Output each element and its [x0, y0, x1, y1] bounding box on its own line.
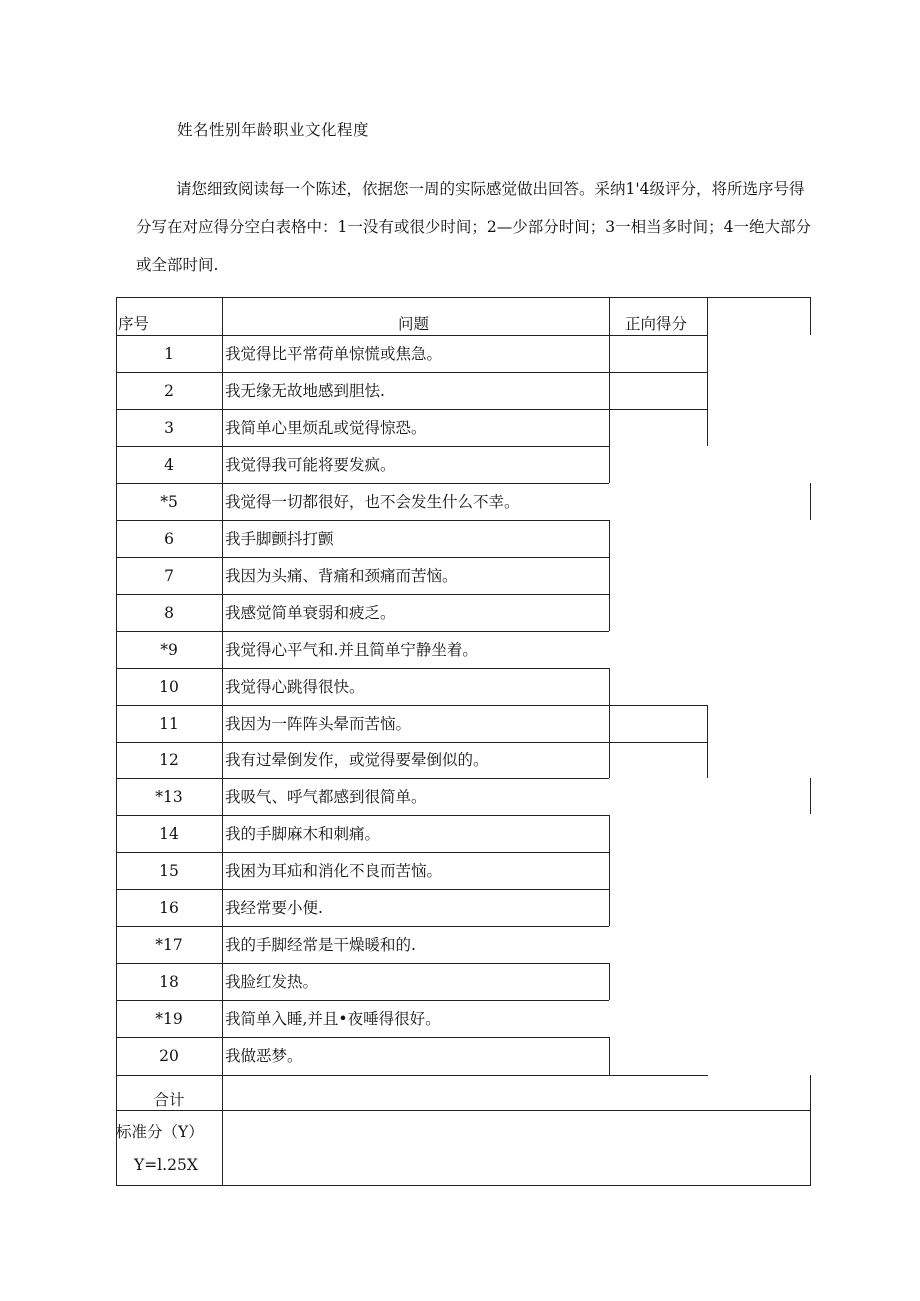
table-bottom-border — [116, 1185, 811, 1186]
row-number: 10 — [159, 678, 179, 696]
row-question: 我的手脚麻木和刺痛。 — [225, 825, 381, 843]
score-cell-right — [707, 372, 708, 409]
row-number: 18 — [159, 973, 179, 991]
question-cell-right — [609, 520, 610, 557]
row-number: 16 — [159, 899, 179, 917]
row-question: 我觉得心平气和.并且简单宁静坐着。 — [225, 641, 478, 659]
row-question: 我简单心里烦乱或觉得惊恐。 — [225, 419, 427, 437]
row-number: 12 — [159, 751, 179, 769]
question-cell-right — [609, 742, 610, 778]
question-col-divider — [609, 297, 610, 335]
question-cell-right — [609, 372, 610, 409]
question-cell-right — [609, 594, 610, 631]
row-number: *13 — [155, 788, 183, 806]
question-cell-right — [609, 705, 610, 742]
header-question: 问题 — [398, 315, 430, 333]
row-line — [116, 705, 609, 706]
question-cell-right — [609, 409, 610, 446]
table-right-border — [810, 1075, 811, 1186]
score-cell-right — [707, 409, 708, 446]
row-line — [116, 446, 609, 447]
row-question: 我的手脚经常是干燥暖和的. — [225, 936, 416, 954]
score-cell-right — [707, 335, 708, 372]
row-line — [116, 557, 609, 558]
row-line — [116, 668, 609, 669]
row-line — [116, 926, 609, 927]
row-number: 20 — [159, 1047, 179, 1065]
row-question: 我做恶梦。 — [225, 1047, 303, 1065]
row-number: *9 — [160, 641, 178, 659]
row-number: *5 — [160, 493, 178, 511]
row-number: 6 — [164, 530, 174, 548]
header-num: 序号 — [118, 315, 150, 333]
row-question: 我困为耳疝和消化不良而苦恼。 — [225, 862, 443, 880]
row-question: 我手脚颤抖打颤 — [225, 530, 334, 548]
question-cell-right — [609, 557, 610, 594]
row-question: 我简单入睡,并且•夜唾得很好。 — [225, 1010, 441, 1028]
score-cell-line — [609, 705, 708, 706]
row-line — [116, 631, 609, 632]
row-line — [116, 372, 609, 373]
instructions-text: 请您细致阅读每一个陈述，依据您一周的实际感觉做出回答。采纳1'4级评分，将所选序号得分写在对应得分空白表格中：1一没有或很少时间；2—少部分时间；3一相当多时间；4一绝大部分或全部时间. — [136, 180, 811, 274]
total-label: 合计 — [153, 1091, 185, 1109]
row-question: 我经常要小便. — [225, 899, 323, 917]
row-number: 1 — [164, 345, 174, 363]
question-cell-right — [609, 815, 610, 852]
row-line — [116, 483, 609, 484]
question-cell-right — [609, 335, 610, 372]
question-cell-right — [609, 668, 610, 705]
row-number: 8 — [164, 604, 174, 622]
score-cell-right — [707, 705, 708, 742]
score-cell-line — [609, 335, 708, 336]
row-line — [116, 815, 609, 816]
row-question: 我有过晕倒发作，或觉得要晕倒似的。 — [225, 751, 489, 769]
row-line — [116, 889, 609, 890]
row-question: 我感觉简单衰弱和疲乏。 — [225, 604, 396, 622]
row-question: 我吸气、呼气都感到很简单。 — [225, 788, 427, 806]
row-question: 我因为头痛、背痛和颈痛而苦恼。 — [225, 567, 458, 585]
header-score: 正向得分 — [625, 315, 688, 333]
row-line — [116, 852, 609, 853]
score-cell-right — [707, 742, 708, 778]
row-line — [116, 778, 609, 779]
row-line — [116, 594, 609, 595]
row-number: 2 — [164, 382, 174, 400]
right-fragment-2 — [810, 483, 811, 520]
question-cell-right — [609, 1037, 610, 1075]
row-question: 我脸红发热。 — [225, 973, 319, 991]
row-number: 15 — [159, 862, 179, 880]
right-fragment-3 — [810, 778, 811, 814]
row-line — [116, 520, 609, 521]
row-question: 我觉得心跳得很快。 — [225, 678, 365, 696]
row-number: *19 — [155, 1010, 183, 1028]
standard-label: 标准分（Y） — [116, 1123, 204, 1141]
row-number: 4 — [164, 456, 174, 474]
row-line — [116, 1037, 609, 1038]
row-line — [116, 742, 609, 743]
standard-row-top — [116, 1110, 811, 1111]
row-question: 我因为一阵阵头晕而苦恼。 — [225, 715, 412, 733]
row-number: 7 — [164, 567, 174, 585]
row-number: 14 — [159, 825, 179, 843]
score-col-divider — [707, 297, 708, 335]
row-line — [116, 335, 609, 336]
score-cell-line — [609, 742, 708, 743]
row-number: 3 — [164, 419, 174, 437]
right-fragment-1 — [810, 297, 811, 335]
formula-label: Y=l.25X — [134, 1156, 198, 1174]
question-cell-right — [609, 889, 610, 926]
score-cell-line — [609, 372, 708, 373]
row-question: 我觉得一切都很好，也不会发生什么不幸。 — [225, 493, 520, 511]
row-question: 我觉得比平常荷单惊慌或焦急。 — [225, 345, 443, 363]
row-line — [116, 409, 609, 410]
row-line — [116, 963, 609, 964]
row-number: *17 — [155, 936, 183, 954]
question-cell-right — [609, 963, 610, 1000]
row-line — [116, 1000, 609, 1001]
header-fields: 姓名性别年龄职业文化程度 — [177, 121, 370, 139]
row-question: 我觉得我可能将要发疯。 — [225, 456, 396, 474]
score-cell-line — [609, 409, 708, 410]
total-row-top — [116, 1075, 708, 1076]
question-cell-right — [609, 446, 610, 483]
question-cell-right — [609, 852, 610, 889]
row-number: 11 — [159, 715, 179, 733]
row-question: 我无缘无故地感到胆怯. — [225, 382, 385, 400]
